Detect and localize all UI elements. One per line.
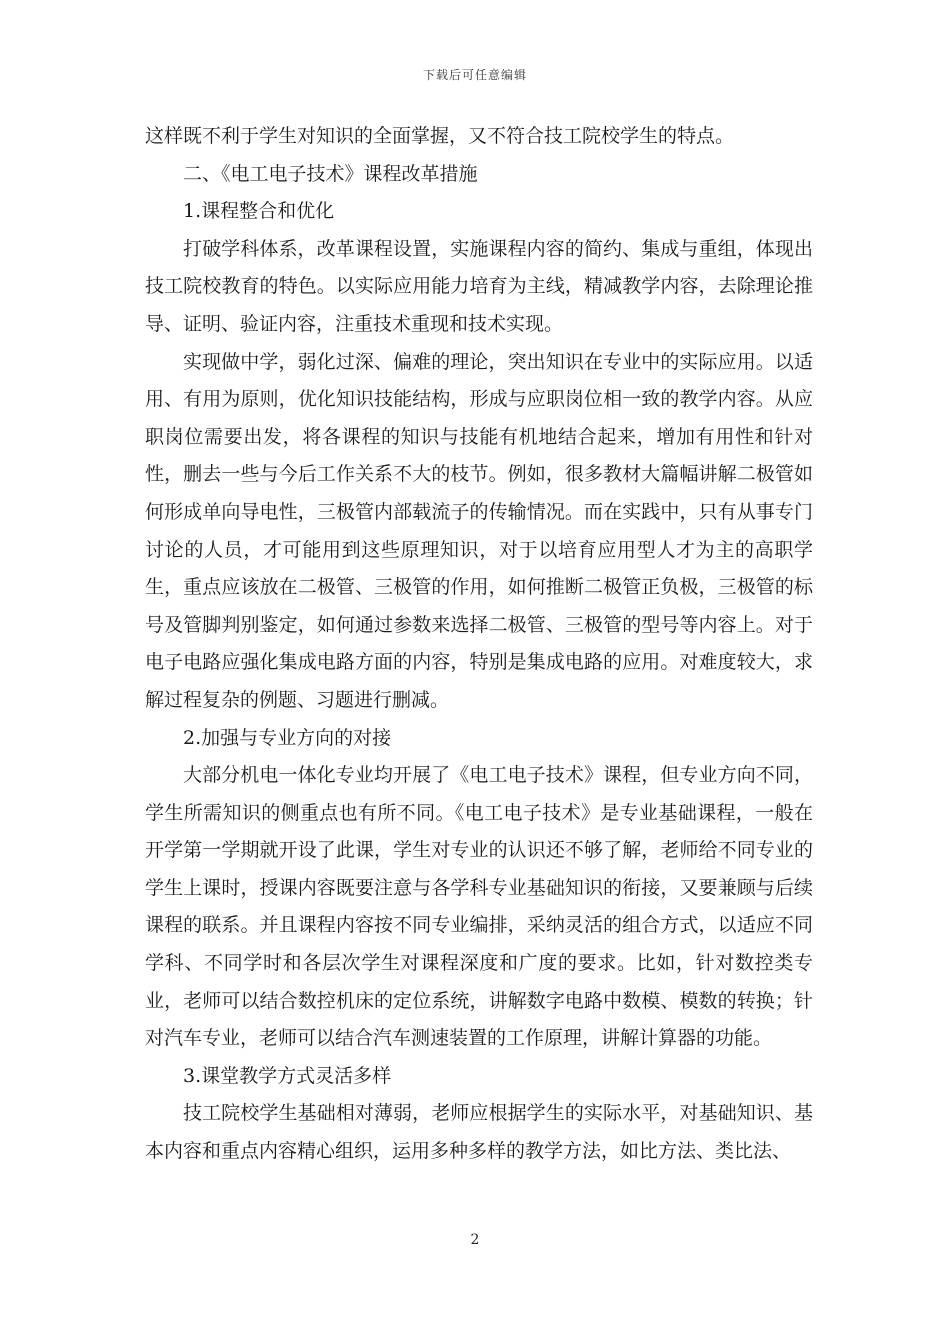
paragraph: 打破学科体系，改革课程设置，实施课程内容的简约、集成与重组，体现出技工院校教育的特色。以实际应用能力培育为主线，精减教学内容，去除理论推导、证明、验证内容，注重技术重现和技术实现。 [145,237,813,335]
subsection-heading-2: 2.加强与专业方向的对接 [183,726,392,749]
subsection-heading-1: 1.课程整合和优化 [183,200,335,223]
subsection-heading-3: 3.课堂教学方式灵活多样 [183,1064,392,1087]
paragraph: 实现做中学，弱化过深、偏难的理论，突出知识在专业中的实际应用。以适用、有用为原则，优化知识技能结构，形成与应职岗位相一致的教学内容。从应职岗位需要出发，将各课程的知识与技能有机地结合起来，增加有用性和针对性，删去一些与今后工作关系不大的枝节。例如，很多教材大篇幅讲解二极管如何形成单向导电性，三极管内部载流子的传输情况。而在实践中，只有从事专门讨论的人员，才可能用到这些原理知识，对于以培育应用型人才为主的高职学生，重点应该放在二极管、三极管的作用，如何推断二极管正负极，三极管的标号及管脚判别鉴定，如何通过参数来选择二极管、三极管的型号等内容上。对于电子电路应强化集成电路方面的内容，特别是集成电路的应用。对难度较大，求解过程复杂的例题、习题进行删减。 [145,350,813,711]
page-header: 下载后可任意编辑 [422,68,527,82]
paragraph-continuation: 这样既不利于学生对知识的全面掌握，又不符合技工院校学生的特点。 [145,125,735,147]
paragraph: 大部分机电一体化专业均开展了《电工电子技术》课程，但专业方向不同，学生所需知识的侧重点也有所不同。《电工电子技术》是专业基础课程，一般在开学第一学期就开设了此课，学生对专业的认识还不够了解，老师给不同专业的学生上课时，授课内容既要注意与各学科专业基础知识的衔接，又要兼顾与后续课程的联系。并且课程内容按不同专业编排，采纳灵活的组合方式，以适应不同学科、不同学时和各层次学生对课程深度和广度的要求。比如，针对数控类专业，老师可以结合数控机床的定位系统，讲解数字电路中数模、模数的转换；针对汽车专业，老师可以结合汽车测速装置的工作原理，讲解计算器的功能。 [145,764,813,1050]
paragraph: 技工院校学生基础相对薄弱，老师应根据学生的实际水平，对基础知识、基本内容和重点内容精心组织，运用多种多样的教学方法，如比方法、类比法、 [145,1102,813,1163]
section-heading: 二、《电工电子技术》课程改革措施 [183,162,478,185]
page-number: 2 [470,1232,480,1248]
document-body [145,118,813,1171]
